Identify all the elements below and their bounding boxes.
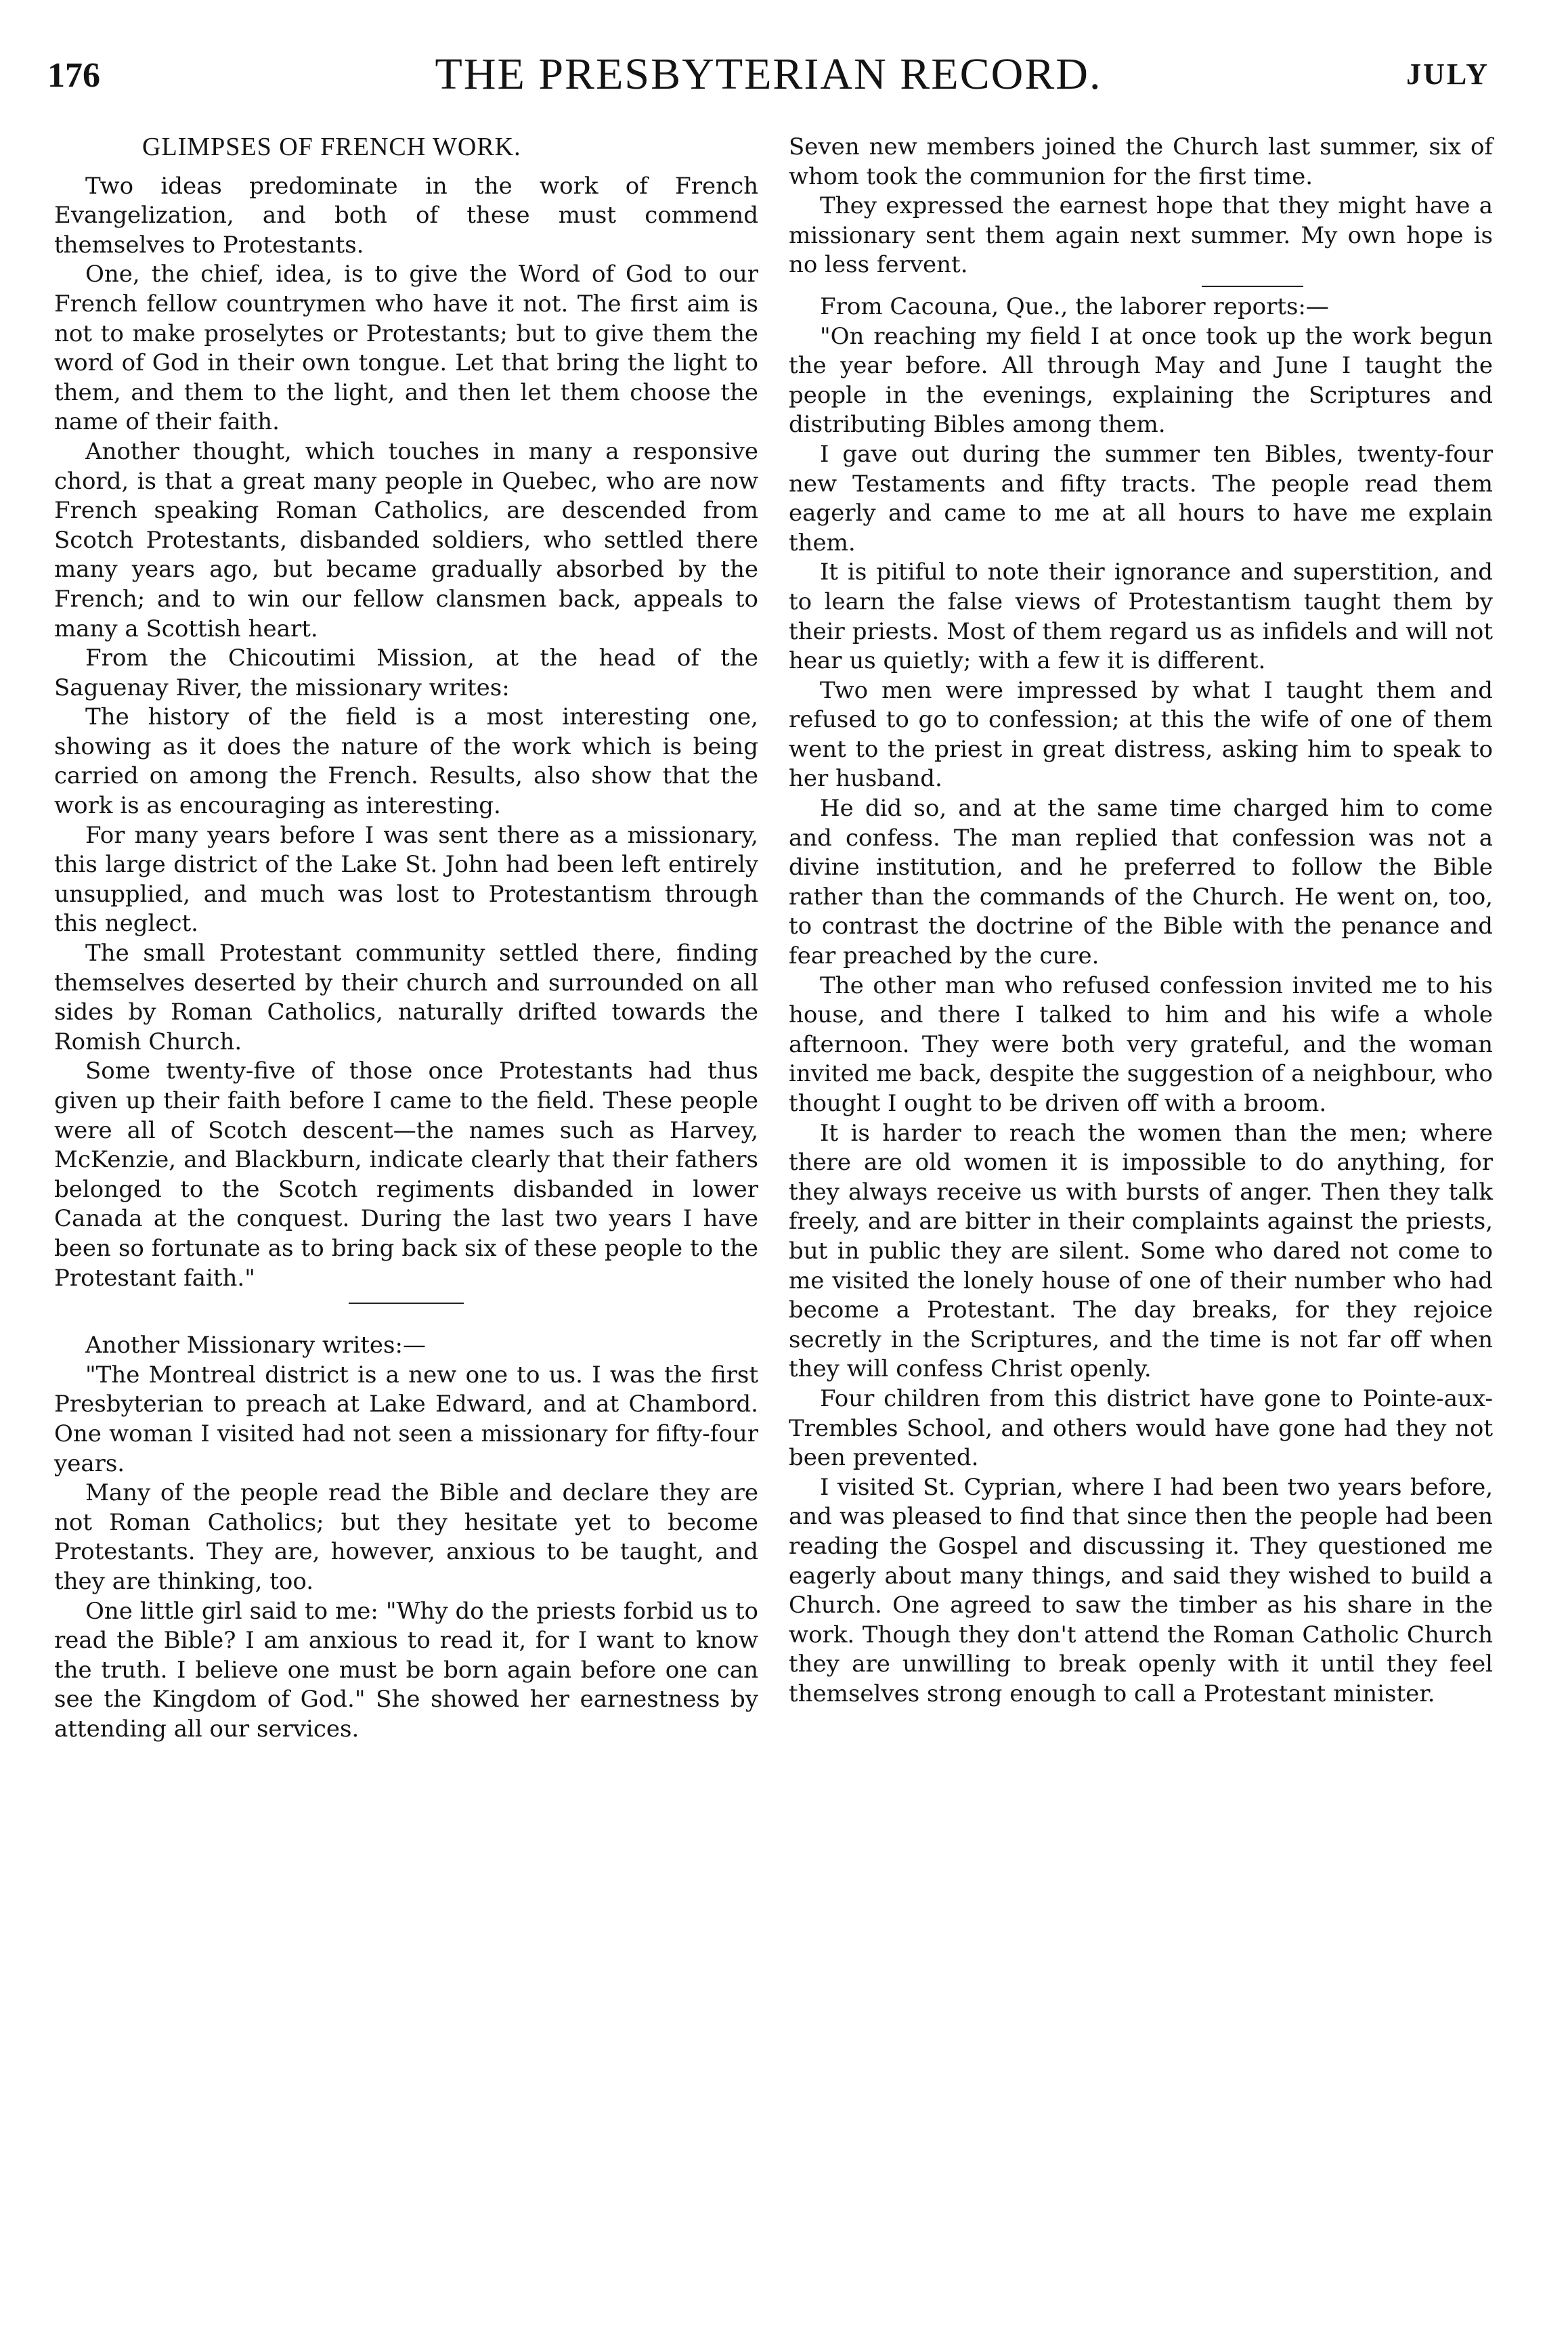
paragraph: They expressed the earnest hope that they might have a missionary sent them again next summer. My own hope is no less fervent. — [789, 192, 1493, 279]
paragraph: One little girl said to me: "Why do the priests forbid us to read the Bible? I am anxious to read it, for I want to know the truth. I believe one must be born again before one can see the Kingdom of God." She showed her earnestness by attending all our services. — [54, 1597, 758, 1743]
page-header — [47, 49, 1489, 103]
paragraph: Many of the people read the Bible and declare they are not Roman Catholics; but they hesitate yet to become Protestants. They are, however, anxious to be taught, and they are thinking, too. — [54, 1479, 758, 1595]
article-heading: GLIMPSES OF FRENCH WORK. — [142, 133, 521, 161]
left-column — [54, 133, 758, 1744]
paragraph: For many years before I was sent there as a missionary, this large district of the Lake St. John had been left entirely unsupplied, and much was lost to Protestantism through this neglect. — [54, 821, 758, 938]
paragraph: He did so, and at the same time charged him to come and confess. The man replied that confession was not a divine institution, and he preferred to follow the Bible rather than the commands of the Church. He went on, too, to contrast the doctrine of the Bible with the penance and fear preached by the cure. — [789, 795, 1493, 970]
paragraph: Four children from this district have gone to Pointe-aux-Trembles School, and others would have gone had they not been prevented. — [789, 1384, 1493, 1472]
paragraph: It is pitiful to note their ignorance and superstition, and to learn the false views of Protestantism taught them by their priests. Most of them regard us as infidels and will not hear us quietly; with a few it is different. — [789, 559, 1493, 675]
paragraph: Another thought, which touches in many a responsive chord, is that a great many people in Quebec, who are now French speaking Roman Catholics, are descended from Scotch Protestants, disbanded soldiers, who settled there many years ago, but became gradually absorbed by the French; and to win our fellow clansmen back, appeals to many a Scottish heart. — [54, 437, 758, 642]
paragraph: Some twenty-five of those once Protestants had thus given up their faith before I came to the field. These people were all of Scotch descent—the names such as Harvey, McKenzie, and Blackburn, indicate clearly that their fathers belonged to the Scotch regiments disbanded in lower Canada at the conquest. During the last two years I have been so fortunate as to bring back six of these people to the Protestant faith." — [54, 1057, 758, 1292]
paragraph: I visited St. Cyprian, where I had been two years before, and was pleased to find that since then the people had been reading the Gospel and discussing it. They questioned me eagerly about many things, and said they wished to build a Church. One agreed to saw the timber as his share in the work. Though they don't attend the Roman Catholic Church they are unwilling to break openly with it until they feel themselves strong enough to call a Protestant minister. — [789, 1473, 1493, 1707]
paragraph: Two ideas predominate in the work of French Evangelization, and both of these must commend themselves to Protestants. — [54, 172, 758, 259]
running-title: THE PRESBYTERIAN RECORD. — [435, 49, 1102, 99]
section-divider — [349, 1303, 464, 1304]
paragraph: "The Montreal district is a new one to us. I was the first Presbyterian to preach at Lake Edward, and at Chambord. One woman I visited had not seen a missionary for fifty-four years. — [54, 1361, 758, 1477]
paragraph: From the Chicoutimi Mission, at the head of the Saguenay River, the missionary writes: — [54, 645, 758, 701]
paragraph: The other man who refused confession invited me to his house, and there I talked to him and his wife a whole afternoon. They were both very grateful, and the woman invited me back, despite the suggestion of a neighbour, who thought I ought to be driven off with a broom. — [789, 971, 1493, 1117]
paragraph: From Cacouna, Que., the laborer reports:— — [820, 292, 1329, 320]
paragraph: One, the chief, idea, is to give the Word of God to our French fellow countrymen who have it not. The first aim is not to make proselytes or Protestants; but to give them the word of God in their own tongue. Let that bring the light to them, and them to the light, and then let them choose the name of their faith. — [54, 261, 758, 436]
page-number: 176 — [47, 56, 100, 95]
paragraph: I gave out during the summer ten Bibles, twenty-four new Testaments and fifty tracts. The people read them eagerly and came to me at all hours to have me explain them. — [789, 440, 1493, 556]
issue-month: JULY — [1406, 58, 1489, 91]
paragraph: The small Protestant community settled there, finding themselves deserted by their church and surrounded on all sides by Roman Catholics, naturally drifted towards the Romish Church. — [54, 940, 758, 1055]
paragraph: "On reaching my field I at once took up the work begun the year before. All through May and June I taught the people in the evenings, explaining the Scriptures and distributing Bibles among them. — [789, 322, 1493, 439]
paragraph: It is harder to reach the women than the men; where there are old women it is impossible to do anything, for they always receive us with bursts of anger. Then they talk freely, and are bitter in their complaints against the priests, but in public they are silent. Some who dared not come to me visited the lonely house of one of their number who had become a Protestant. The day breaks, for they rejoice secretly in the Scriptures, and the time is not far off when they will confess Christ openly. — [789, 1119, 1493, 1383]
right-column — [789, 133, 1493, 1709]
paragraph: The history of the field is a most interesting one, showing as it does the nature of the work which is being carried on among the French. Results, also show that the work is as encouraging as interesting. — [54, 703, 758, 820]
paragraph-continued: Seven new members joined the Church last summer, six of whom took the communion for the first time. — [789, 133, 1493, 190]
paragraph: Two men were impressed by what I taught them and refused to go to confession; at this the wife of one of them went to the priest in great distress, asking him to speak to her husband. — [789, 676, 1493, 793]
section-divider — [1202, 286, 1303, 287]
paragraph: Another Missionary writes:— — [85, 1332, 426, 1359]
